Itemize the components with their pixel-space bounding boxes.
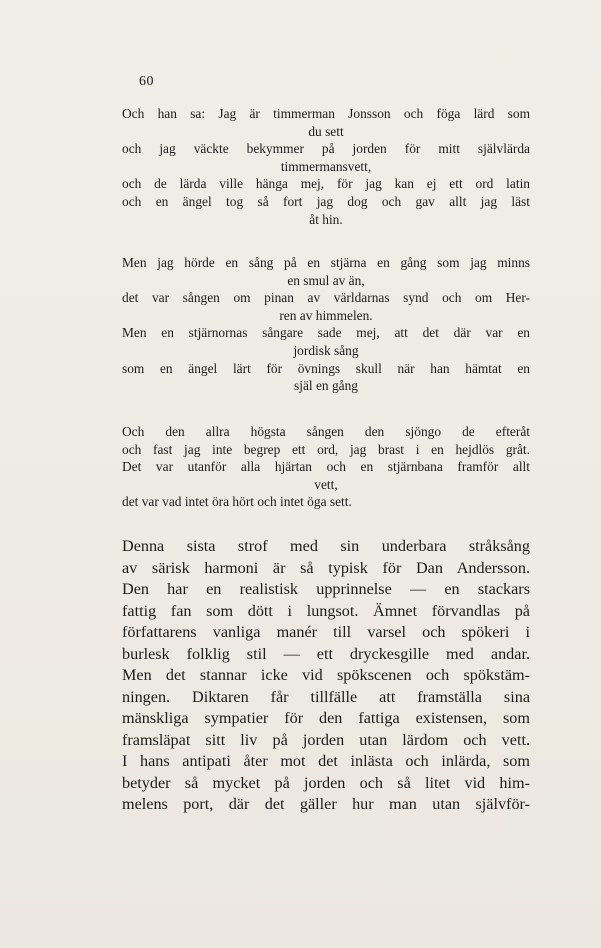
poem-stanza-2	[122, 254, 530, 395]
verse-line: en smul av än,	[287, 272, 365, 288]
verse-line: och de lärda ville hänga mej, för jag kan ej ett ord latin	[122, 176, 530, 192]
verse-line: vett,	[314, 476, 338, 492]
prose-line: Den har en realistisk upprinnelse — en stackars	[122, 580, 530, 598]
prose-line: författarens vanliga manér till varsel och spökeri i	[122, 623, 530, 641]
verse-line: Men jag hörde en sång på en stjärna en gång som jag minns	[122, 255, 530, 270]
prose-line: Men det stannar icke vid spökscenen och spökstäm-	[122, 666, 530, 684]
verse-line: som en ängel lärt för övnings skull när han hämtat en	[122, 360, 530, 376]
verse-line: Och han sa: Jag är timmerman Jonsson och föga lärd som	[122, 106, 530, 121]
prose-line: framsläpat sitt liv på jorden utan lärdom och vett.	[122, 730, 530, 749]
prose-line: I hans antipati åter mot det inlästa och inlärda, som	[122, 752, 530, 770]
prose-line: ningen. Diktaren får tillfälle att framställa sina	[122, 687, 530, 706]
poem-stanza-3	[122, 423, 530, 511]
prose-line: melens port, där det gäller hur man utan självför-	[122, 795, 530, 813]
verse-line: ren av himmelen.	[279, 307, 373, 323]
prose-line: mänskliga sympatier för den fattiga existensen, som	[122, 709, 530, 727]
verse-line: du sett	[308, 123, 344, 139]
verse-line: och fast jag inte begrep ett ord, jag brast i en hejdlös gråt.	[122, 441, 530, 457]
verse-line: det var sången om pinan av världarnas synd och om Her-	[122, 290, 530, 306]
verse-line: själ en gång	[294, 378, 358, 394]
verse-line: Och den allra högsta sången den sjöngo de efteråt	[122, 424, 530, 439]
verse-line: timmermansvett,	[280, 158, 372, 174]
verse-line: jordisk sång	[293, 342, 359, 358]
prose-line: burlesk folklig stil — ett dryckesgille med andar.	[122, 644, 530, 663]
prose-line: fattig fan som dött i lungsot. Ämnet förvandlas på	[122, 601, 530, 620]
prose-line: Denna sista strof med sin underbara stråksång	[122, 537, 530, 555]
verse-line: och jag väckte bekymmer på jorden för mitt självlärda	[122, 141, 530, 157]
verse-line: Det var utanför alla hjärtan och en stjärnbana framför allt	[122, 459, 530, 475]
poem-stanza-1	[122, 105, 530, 228]
verse-line: Men en stjärnornas sångare sade mej, att det där var en	[122, 325, 530, 341]
prose-line: av särisk harmoni är så typisk för Dan Andersson.	[122, 558, 530, 577]
page-number: 60	[139, 74, 154, 89]
verse-line: och en ängel tog så fort jag dog och gav allt jag läst	[122, 193, 530, 209]
prose-line: betyder så mycket på jorden och så litet vid him-	[122, 773, 530, 792]
commentary-paragraph	[122, 536, 530, 816]
verse-line: åt hin.	[309, 211, 343, 227]
verse-line: det var vad intet öra hört och intet öga sett.	[122, 494, 352, 510]
